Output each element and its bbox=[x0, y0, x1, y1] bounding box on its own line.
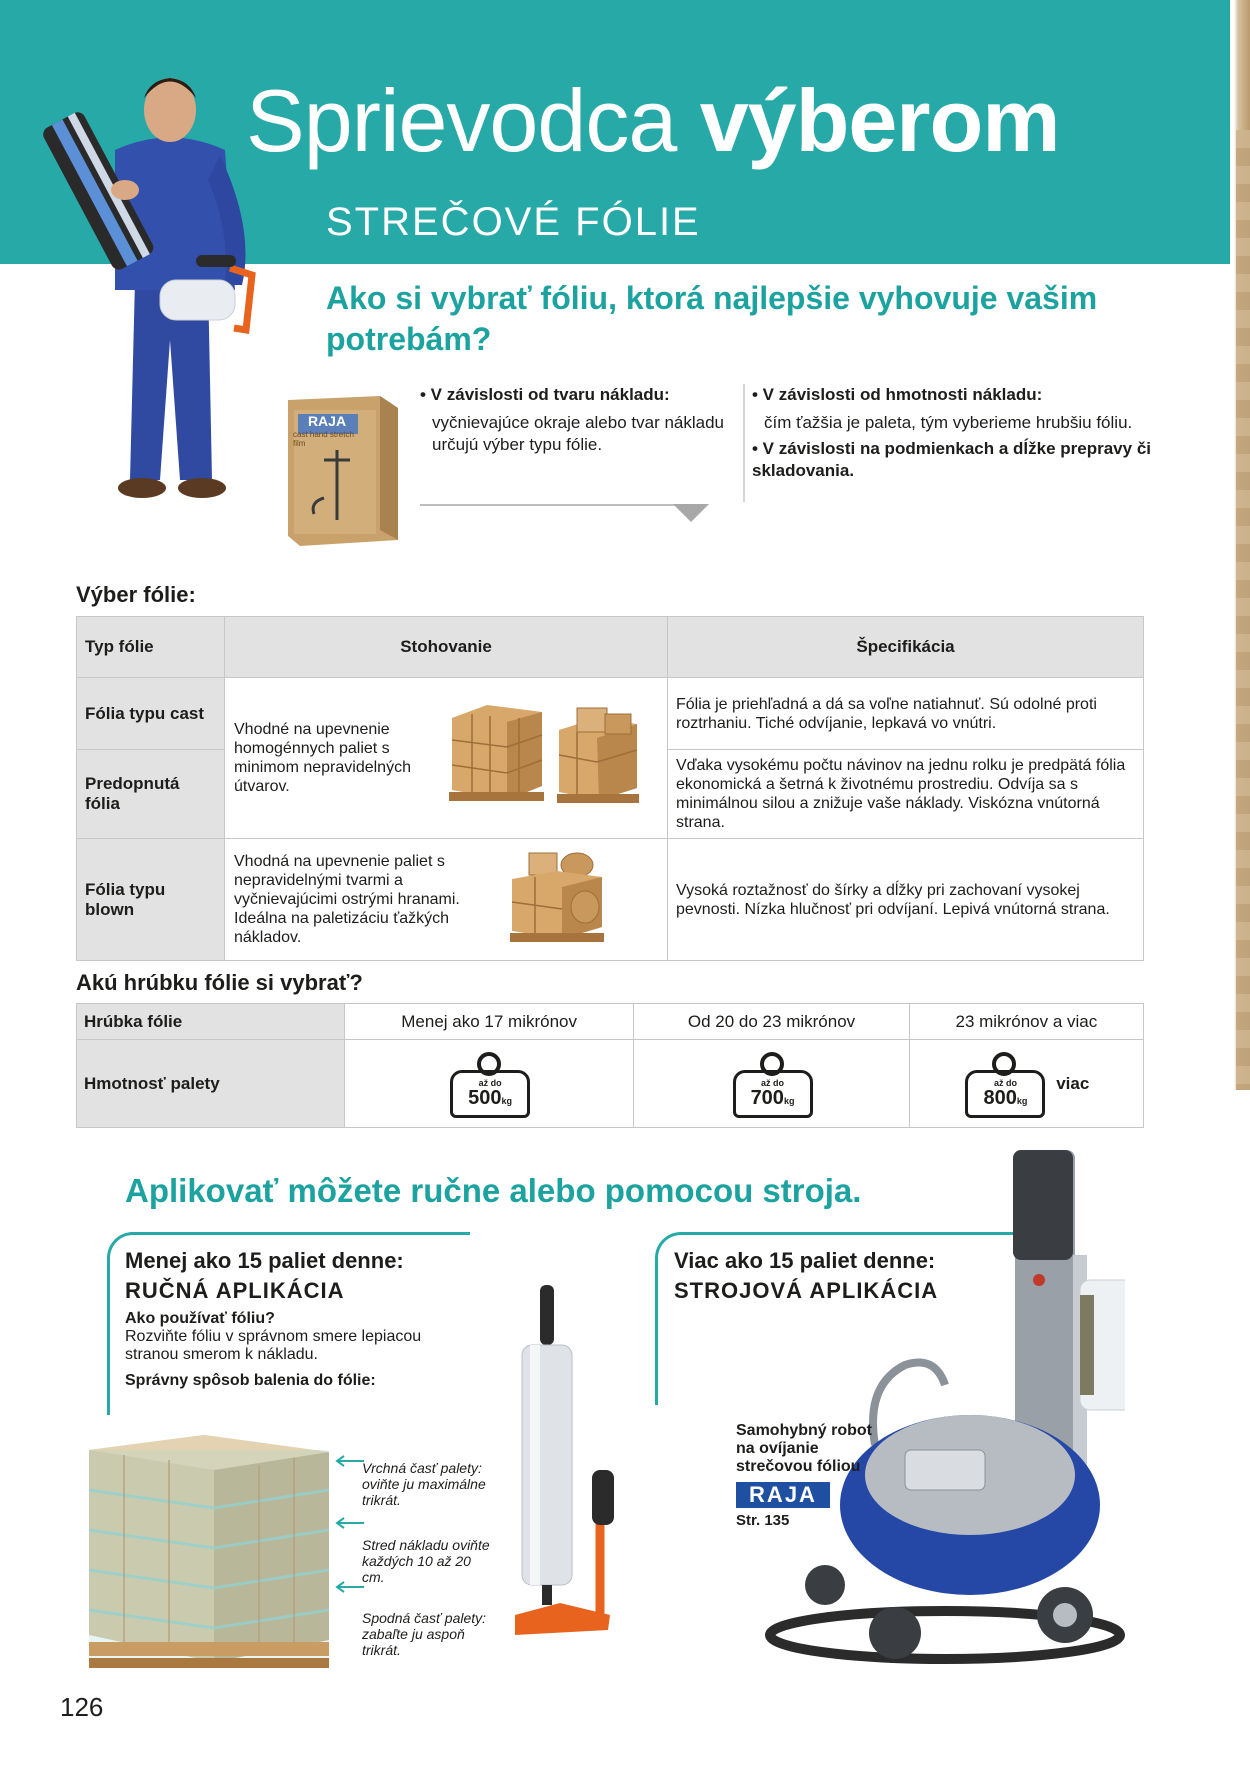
thickness-option-2: Od 20 do 23 mikrónov bbox=[634, 1004, 910, 1040]
note-top: Vrchná časť palety: oviňte ju maximálne trikrát. bbox=[362, 1460, 486, 1508]
manual-title: Menej ako 15 paliet denne: bbox=[125, 1248, 404, 1273]
arrow-down-icon bbox=[673, 504, 709, 524]
row-type-prestretched: Predopnutá fólia bbox=[77, 750, 225, 839]
table-row bbox=[77, 1004, 1144, 1040]
product-box-brand: RAJA bbox=[307, 413, 347, 429]
manual-subtitle: RUČNÁ APLIKÁCIA bbox=[125, 1278, 345, 1303]
machine-title: Viac ako 15 paliet denne: bbox=[674, 1248, 936, 1273]
stacking-irregular-text: Vhodná na upevnenie paliet s nepravidelnými tvarmi a vyčnievajúcimi ostrými hranami. Ideálna na paletizáciu ťažkých nákladov. bbox=[234, 853, 460, 946]
manual-method-label: Správny spôsob balenia do fólie: bbox=[125, 1372, 376, 1389]
criteria-weight-title: • V závislosti od hmotnosti nákladu: bbox=[752, 385, 1043, 404]
row-type-blown: Fólia typu blown bbox=[77, 839, 225, 961]
weight-icon: až do 500kg bbox=[448, 1052, 530, 1116]
cardboard-edge-decoration bbox=[1230, 0, 1250, 1090]
manual-question: Ako používať fóliu? bbox=[125, 1310, 275, 1327]
manual-panel bbox=[125, 1248, 455, 1390]
page-number: 126 bbox=[60, 1692, 104, 1722]
thickness-table bbox=[76, 1003, 1144, 1128]
product-box-label: cast hand stretch film bbox=[293, 430, 354, 448]
stacking-homogeneous-cell bbox=[225, 678, 668, 839]
table-header-row bbox=[77, 617, 1144, 678]
robot-caption: Samohybný robot na ovíjanie strečovou fóliou bbox=[736, 1422, 873, 1475]
thickness-option-3: 23 mikrónov a viac bbox=[909, 1004, 1143, 1040]
criteria-shape bbox=[420, 384, 740, 456]
criteria-shape-title: • V závislosti od tvaru nákladu: bbox=[420, 385, 670, 404]
wrapping-robot-image bbox=[755, 1145, 1125, 1685]
thickness-row-label: Hrúbka fólie bbox=[77, 1004, 345, 1040]
weight-cell-2 bbox=[634, 1040, 910, 1128]
thickness-option-1: Menej ako 17 mikrónov bbox=[345, 1004, 634, 1040]
criteria-weight bbox=[752, 384, 1152, 482]
col-header-stacking: Stohovanie bbox=[225, 617, 668, 678]
weight-icon: až do 800kg bbox=[963, 1052, 1045, 1116]
table-row bbox=[77, 678, 1144, 750]
note-middle: Stred nákladu oviňte každých 10 až 20 cm. bbox=[362, 1537, 490, 1585]
selection-heading: Výber fólie: bbox=[76, 582, 196, 607]
worker-with-film-illustration bbox=[30, 40, 280, 520]
weight-cell-1 bbox=[345, 1040, 634, 1128]
column-divider bbox=[743, 384, 745, 502]
weight-row-label: Hmotnosť palety bbox=[77, 1040, 345, 1128]
hand-film-dispenser-image bbox=[500, 1285, 630, 1645]
robot-page-reference: Str. 135 bbox=[736, 1512, 790, 1529]
spec-blown: Vysoká roztažnosť do šírky a dĺžky pri zachovaní vysokej pevnosti. Nízka hlučnosť pri odvíjaní. Lepivá vnútorná strana. bbox=[668, 839, 1144, 961]
weight-icon: až do 700kg bbox=[731, 1052, 813, 1116]
col-header-type: Typ fólie bbox=[77, 617, 225, 678]
table-row bbox=[77, 839, 1144, 961]
page-title: Sprievodca výberom bbox=[246, 71, 1060, 170]
application-heading: Aplikovať môžete ručne alebo pomocou stroja. bbox=[125, 1172, 862, 1209]
criteria-weight-text: čím ťažšia je paleta, tým vyberieme hrubšiu fóliu. bbox=[764, 413, 1133, 432]
spec-prestretched: Vďaka vysokému počtu návinov na jednu rolku je predpätá fólia ekonomická a šetrná k životnému prostrediu. Odvíja sa s minimálnou silou a znižuje vaše náklady. Viskózna vnútorná strana. bbox=[668, 750, 1144, 839]
weight-cell-3 bbox=[909, 1040, 1143, 1128]
machine-subtitle: STROJOVÁ APLIKÁCIA bbox=[674, 1278, 939, 1303]
stacking-irregular-cell bbox=[225, 839, 668, 961]
col-header-spec: Špecifikácia bbox=[668, 617, 1144, 678]
intro-headline: Ako si vybrať fóliu, ktorá najlepšie vyhovuje vašim potrebám? bbox=[326, 280, 1098, 357]
thickness-heading: Akú hrúbku fólie si vybrať? bbox=[76, 970, 363, 995]
stacking-homogeneous-text: Vhodné na upevnenie homogénnych paliet s minimom nepravidelných útvarov. bbox=[234, 721, 411, 795]
divider-line bbox=[420, 504, 705, 506]
irregular-pallet-illustration bbox=[507, 847, 617, 953]
manual-instructions: Rozviňte fóliu v správnom smere lepiacou stranou smerom k nákladu. bbox=[125, 1328, 422, 1363]
criteria-transport-title: • V závislosti na podmienkach a dĺžke prepravy či skladovania. bbox=[752, 439, 1151, 480]
film-selection-table bbox=[76, 616, 1144, 961]
weight-more-label: viac bbox=[1056, 1073, 1090, 1093]
spec-cast: Fólia je priehľadná a dá sa voľne natiahnuť. Sú odolné proti roztrhaniu. Tiché odvíjanie, lepkavá vo vnútri. bbox=[668, 678, 1144, 750]
row-type-cast: Fólia typu cast bbox=[77, 678, 225, 750]
page-subtitle: STREČOVÉ FÓLIE bbox=[326, 200, 701, 244]
criteria-shape-text: vyčnievajúce okraje alebo tvar nákladu určujú výber typu fólie. bbox=[432, 413, 725, 454]
wrapped-pallet-illustration bbox=[84, 1430, 344, 1678]
raja-logo: RAJA bbox=[736, 1482, 830, 1508]
note-bottom: Spodná časť palety: zabaľte ju aspoň trikrát. bbox=[362, 1610, 487, 1658]
homogeneous-pallet-illustration bbox=[447, 700, 657, 810]
table-row bbox=[77, 1040, 1144, 1128]
